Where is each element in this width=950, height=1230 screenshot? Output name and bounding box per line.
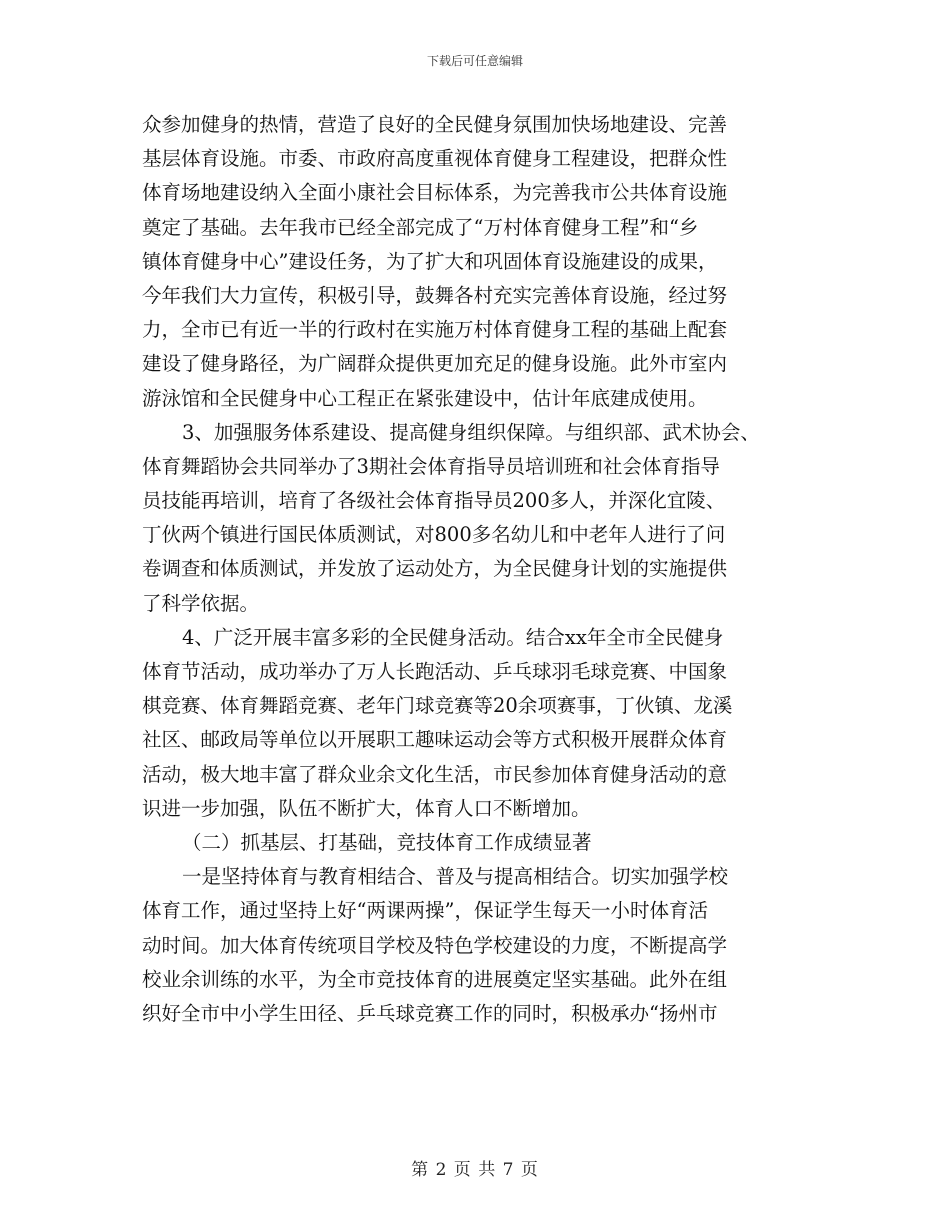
section-heading: （二）抓基层、打基础，竞技体育工作成绩显著 (182, 830, 592, 854)
text-line: 卷调查和体质测试，并发放了运动处方，为全民健身计划的实施提供 (142, 557, 728, 581)
text-line: 众参加健身的热情，营造了良好的全民健身氛围加快场地建设、完善 (142, 113, 728, 136)
text-line: 体育舞蹈协会共同举办了3期社会体育指导员培训班和社会体育指导 (142, 454, 720, 478)
text-line: 织好全市中小学生田径、乒乓球竞赛工作的同时，积极承办“扬州市 (142, 1001, 718, 1025)
text-line: 体育工作，通过坚持上好“两课两操”，保证学生每天一小时体育活 (142, 899, 708, 923)
text-line: 奠定了基础。去年我市已经全部完成了“万村体育健身工程”和“乡 (142, 215, 699, 239)
document-body (142, 108, 822, 1031)
text-line: 员技能再培训，培育了各级社会体育指导员200多人，并深化宜陵、 (142, 489, 726, 513)
text-line: 力，全市已有近一半的行政村在实施万村体育健身工程的基础上配套 (142, 318, 728, 342)
text-line: 校业余训练的水平，为全市竞技体育的进展奠定坚实基础。此外在组 (142, 967, 728, 991)
paragraph-first-line: 4、广泛开展丰富多彩的全民健身活动。结合xx年全市全民健身 (182, 625, 724, 649)
paragraph-first-line: 一是坚持体育与教育相结合、普及与提高相结合。切实加强学校 (182, 865, 729, 889)
text-line: 今年我们大力宣传，积极引导，鼓舞各村充实完善体育设施，经过努 (142, 283, 728, 307)
text-line: 社区、邮政局等单位以开展职工趣味运动会等方式积极开展群众体育 (142, 728, 728, 752)
text-line: 体育节活动，成功举办了万人长跑活动、乒乓球羽毛球竞赛、中国象 (142, 660, 728, 683)
text-line: 丁伙两个镇进行国民体质测试，对800多名幼儿和中老年人进行了问 (142, 523, 726, 547)
page-header-note: 下载后可任意编辑 (426, 54, 523, 68)
text-line: 活动，极大地丰富了群众业余文化生活，市民参加体育健身活动的意 (142, 762, 728, 786)
text-line: 棋竞赛、体育舞蹈竞赛、老年门球竞赛等20余项赛事，丁伙镇、龙溪 (142, 694, 733, 718)
text-line: 游泳馆和全民健身中心工程正在紧张建设中，估计年底建成使用。 (142, 386, 708, 410)
text-line: 镇体育健身中心”建设任务，为了扩大和巩固体育设施建设的成果， (142, 249, 718, 273)
text-line: 基层体育设施。市委、市政府高度重视体育健身工程建设，把群众性 (142, 147, 728, 171)
text-line: 体育场地建设纳入全面小康社会目标体系，为完善我市公共体育设施 (142, 181, 728, 205)
text-line: 识进一步加强，队伍不断扩大，体育人口不断增加。 (142, 796, 591, 820)
text-line: 动时间。加大体育传统项目学校及特色学校建设的力度，不断提高学 (142, 933, 728, 957)
text-line: 了科学依据。 (142, 591, 260, 615)
page-number-footer: 第 2 页 共 7 页 (411, 1160, 539, 1180)
paragraph-first-line: 3、加强服务体系建设、提高健身组织保障。与组织部、武术协会、 (182, 420, 760, 444)
text-line: 建设了健身路径，为广阔群众提供更加充足的健身设施。此外市室内 (142, 352, 728, 376)
